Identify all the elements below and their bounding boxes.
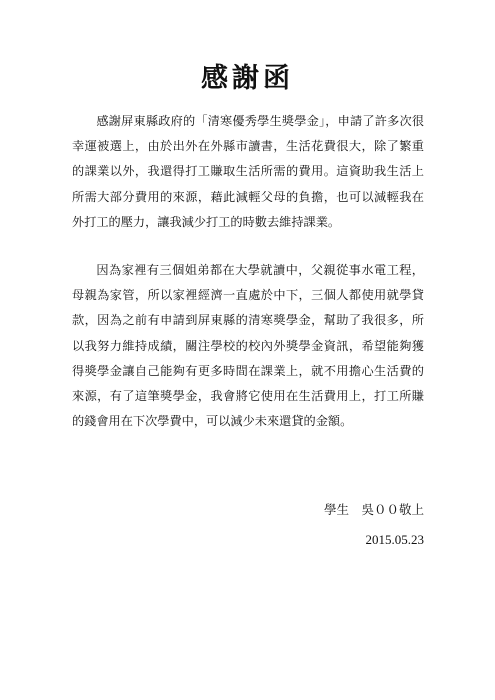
signature: 學生 吳００敬上 [323,502,424,517]
letter-date: 2015.05.23 [365,532,424,547]
letter-title: 感謝函 [201,63,294,94]
paragraph-1: 感謝屏東縣政府的「清寒優秀學生獎學金」，申請了許多次很幸運被選上，由於出外在外縣市讀書，生活花費很大，除了繁重的課業以外，我還得打工賺取生活所需的費用。這資助我生活上所需大部分費用的來源，藉此減輕父母的負擔，也可以減輕我在外打工的壓力，讓我減少打工的時數去維持課業。 [72,114,424,229]
paragraph-2: 因為家裡有三個姐弟都在大學就讀中，父親從事水電工程，母親為家管，所以家裡經濟一直處於中下，三個人都使用就學貸款，因為之前有申請到屏東縣的清寒獎學金，幫助了我很多，所以我努力維持成績，關注學校的校內外獎學金資訊，希望能夠獲得獎學金讓自己能夠有更多時間在課業上，就不用擔心生活費的來源，有了這筆獎學金，我會將它使用在生活費用上，打工所賺的錢會用在下次學費中，可以減少未來還貸的金額。 [72,263,424,429]
